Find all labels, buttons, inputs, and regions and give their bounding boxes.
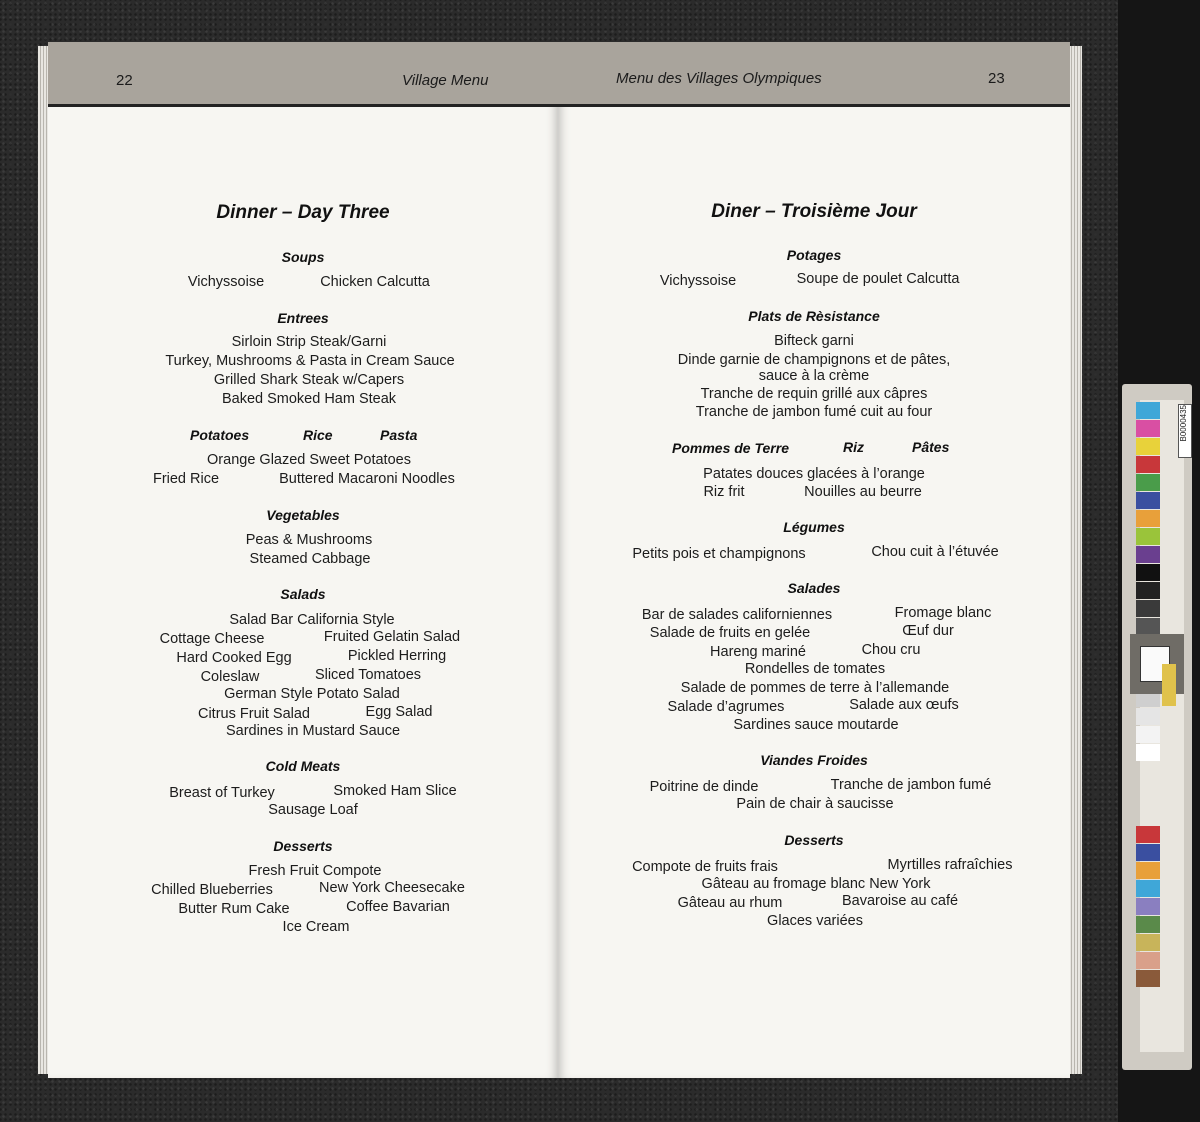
menu-item: Pain de chair à saucisse [736,796,894,812]
menu-item: Sardines in Mustard Sauce [225,723,401,739]
menu-item: Dinde garnie de champignons et de pâtes, [677,352,951,368]
section-heading: Desserts [273,838,333,854]
menu-item: Pickled Herring [347,648,447,664]
section-heading: Vegetables [266,507,340,523]
menu-item: Sardines sauce moutarde [733,717,899,733]
color-swatch [1136,880,1160,897]
color-swatch [1136,898,1160,915]
color-swatch [1136,474,1160,491]
section-heading: Entrees [277,310,329,326]
menu-item: Bar de salades californiennes [641,607,833,623]
color-swatch [1136,844,1160,861]
menu-item: Hard Cooked Egg [176,650,292,666]
header-title: Menu des Villages Olympiques [616,70,822,87]
menu-item: Steamed Cabbage [249,551,371,567]
color-swatch [1136,970,1160,987]
color-swatch [1136,952,1160,969]
right-page-edges [1068,46,1082,1074]
menu-item: Salade de fruits en gelée [649,625,811,641]
page-title: Diner – Troisième Jour [711,201,917,222]
color-swatch [1136,546,1160,563]
right-page-header [558,42,1070,107]
color-swatch [1136,438,1160,455]
section-heading: Soups [281,249,325,265]
menu-item: Coleslaw [200,669,260,685]
barcode-text: B0000435 [1179,405,1188,442]
page-number: 23 [988,70,1005,87]
menu-item: Turkey, Mushrooms & Pasta in Cream Sauce [165,353,455,369]
menu-item: Chou cuit à l’étuvée [871,544,999,560]
section-heading: Potatoes [190,427,250,443]
section-heading: Cold Meats [265,758,341,774]
menu-item: Fruited Gelatin Salad [323,629,461,645]
menu-item: Butter Rum Cake [178,901,290,917]
menu-item: Hareng mariné [710,644,806,660]
menu-item: Salade de pommes de terre à l’allemande [680,680,950,696]
menu-item: Orange Glazed Sweet Potatoes [207,452,411,468]
menu-item: Vichyssoise [187,274,265,290]
section-heading: Salads [280,586,326,602]
menu-item: Chou cru [861,642,921,658]
menu-item: Œuf dur [902,623,954,639]
section-heading: Pâtes [912,439,950,455]
barcode-label [1178,404,1192,458]
menu-item: Rondelles de tomates [744,661,886,677]
menu-item: Salad Bar California Style [229,612,395,628]
menu-item: Egg Salad [365,704,433,720]
menu-item: Chicken Calcutta [320,274,430,290]
color-swatch [1136,582,1160,599]
left-page-header [48,42,558,107]
section-heading: Pommes de Terre [672,440,789,456]
section-heading: Riz [843,439,864,455]
page-title: Dinner – Day Three [216,202,390,223]
menu-item: Gâteau au rhum [677,895,783,911]
menu-item: Glaces variées [767,913,863,929]
menu-item: Bifteck garni [774,333,854,349]
menu-item: Petits pois et champignons [632,546,806,562]
menu-item: Bavaroise au café [841,893,959,909]
section-heading: Desserts [784,832,844,848]
color-swatch [1136,826,1160,843]
menu-item: Peas & Mushrooms [245,532,373,548]
menu-item: Tranche de jambon fumé [830,777,992,793]
menu-item: Poitrine de dinde [649,779,759,795]
menu-item: Buttered Macaroni Noodles [279,471,455,487]
header-title: Village Menu [402,72,489,89]
menu-item: Riz frit [703,484,745,500]
left-page [48,42,558,1078]
menu-item: Sliced Tomatoes [314,667,422,683]
menu-item: Salade d’agrumes [667,699,785,715]
menu-item: Compote de fruits frais [632,859,778,875]
color-swatch [1136,492,1160,509]
menu-item: Citrus Fruit Salad [197,706,311,722]
color-swatch [1136,528,1160,545]
menu-item: Myrtilles rafraîchies [887,857,1013,873]
color-swatch [1136,726,1160,743]
menu-item: sauce à la crème [758,368,870,384]
menu-item: Patates douces glacées à l’orange [703,466,925,482]
menu-item: Fromage blanc [894,605,992,621]
menu-item: Salade aux œufs [849,697,959,713]
open-menu-booklet [38,42,1082,1082]
color-swatch [1136,510,1160,527]
page-number: 22 [116,72,133,89]
color-swatch [1136,934,1160,951]
color-swatch [1136,402,1160,419]
menu-item: New York Cheesecake [319,880,465,896]
menu-item: Fried Rice [152,471,220,487]
menu-item: Grilled Shark Steak w/Capers [213,372,405,388]
menu-item: Fresh Fruit Compote [248,863,382,879]
menu-item: Cottage Cheese [159,631,265,647]
menu-item: Nouilles au beurre [804,484,922,500]
menu-item: Smoked Ham Slice [333,783,457,799]
section-heading: Viandes Froides [760,752,868,768]
color-swatch [1136,862,1160,879]
menu-item: Breast of Turkey [169,785,275,801]
color-calibration-chart [1122,384,1192,1070]
section-heading: Salades [787,580,841,596]
menu-item: Tranche de jambon fumé cuit au four [695,404,933,420]
right-page [558,42,1070,1078]
color-swatch [1136,744,1160,761]
menu-item: Tranche de requin grillé aux câpres [700,386,928,402]
color-swatch [1136,916,1160,933]
menu-item: Chilled Blueberries [151,882,273,898]
section-heading: Pasta [380,427,418,443]
menu-item: Vichyssoise [659,273,737,289]
section-heading: Potages [786,247,842,263]
color-swatch [1136,564,1160,581]
color-swatch [1136,420,1160,437]
section-heading: Plats de Rèsistance [748,308,880,324]
color-swatch [1136,456,1160,473]
menu-item: Coffee Bavarian [346,899,450,915]
menu-item: Gâteau au fromage blanc New York [701,876,931,892]
menu-item: Baked Smoked Ham Steak [221,391,397,407]
menu-item: German Style Potato Salad [224,686,400,702]
color-swatch [1136,600,1160,617]
menu-item: Sirloin Strip Steak/Garni [231,334,387,350]
color-swatch [1136,618,1160,635]
menu-item: Sausage Loaf [268,802,358,818]
section-heading: Rice [303,427,333,443]
menu-item: Ice Cream [282,919,350,935]
color-swatch [1136,708,1160,725]
menu-item: Soupe de poulet Calcutta [796,271,960,287]
section-heading: Légumes [783,519,845,535]
yellow-label-strip [1162,664,1176,706]
